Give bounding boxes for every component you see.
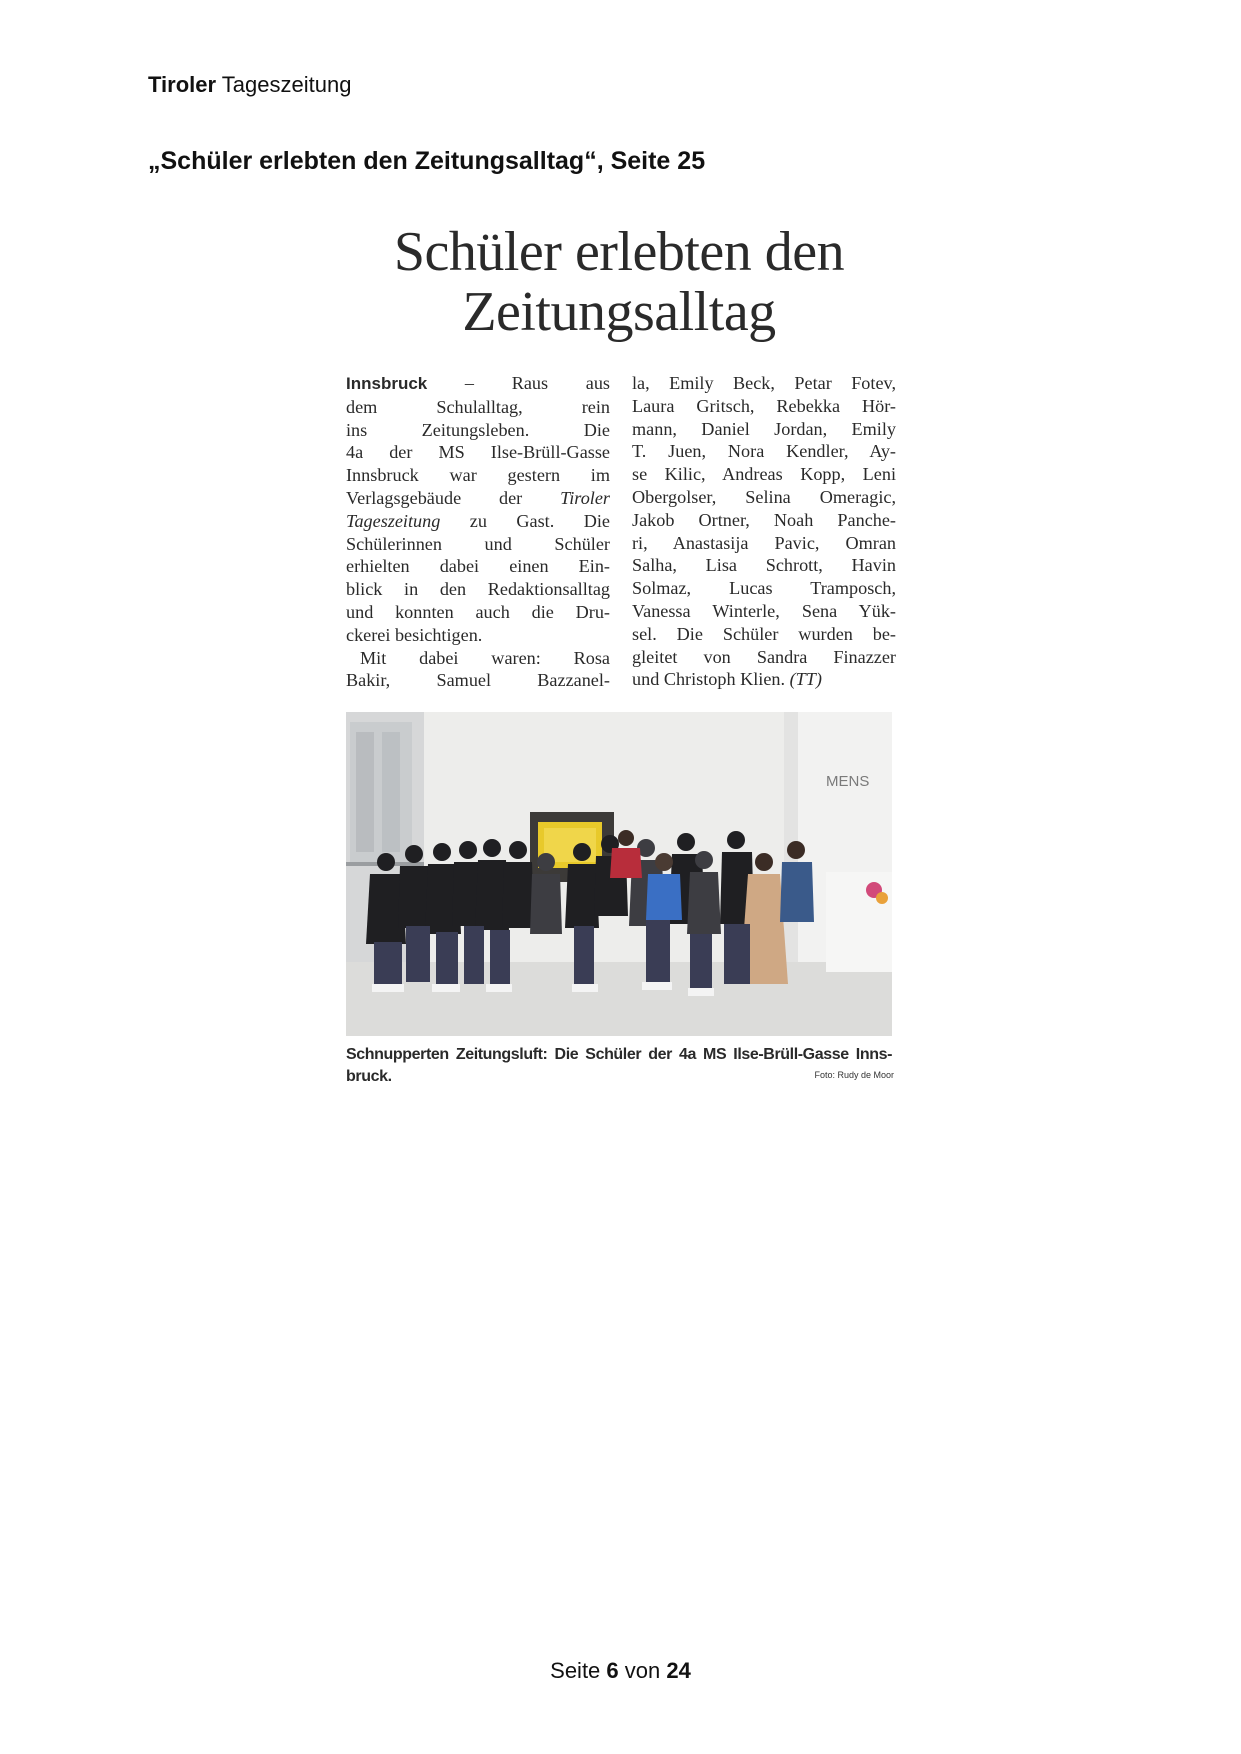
body-line: ri, Anastasija Pavic, Omran (632, 532, 896, 553)
body-line: ckerei besichtigen. (346, 624, 483, 645)
footer-prefix: Seite (550, 1658, 607, 1683)
current-page-number: 6 (606, 1658, 619, 1683)
total-pages: 24 (666, 1658, 691, 1683)
article-column-left (346, 372, 610, 692)
headline-line-2: Zeitungsalltag (462, 281, 776, 343)
body-line: gleitet von Sandra Finazzer (632, 646, 896, 667)
body-line: Solmaz, Lucas Tramposch, (632, 578, 896, 599)
body-line: Bakir, Samuel Bazzanel- (346, 670, 610, 691)
body-line: und konnten auch die Dru- (346, 601, 610, 622)
body-line: Mit dabei waren: Rosa (360, 647, 610, 668)
body-line: Vanessa Winterle, Sena Yük- (632, 600, 896, 621)
newspaper-name-italic: Tiroler (560, 487, 610, 508)
group-photo (346, 712, 892, 1036)
body-line: Salha, Lisa Schrott, Havin (632, 555, 896, 576)
photo-caption (346, 1044, 892, 1088)
body-line: Jakob Ortner, Noah Panche- (632, 509, 896, 530)
author-abbrev: (TT) (789, 669, 822, 690)
body-line: zu Gast. Die (440, 510, 610, 531)
page-footer (0, 1658, 1241, 1684)
body-line: Laura Gritsch, Rebekka Hör- (632, 395, 896, 416)
body-line: Verlagsgebäude der (346, 487, 561, 508)
body-line: sel. Die Schüler wurden be- (632, 623, 896, 644)
body-line: Obergolser, Selina Omeragic, (632, 486, 896, 507)
body-line: dem Schulalltag, rein (346, 396, 610, 417)
photo-credit: Foto: Rudy de Moor (814, 1070, 894, 1080)
body-line: Schülerinnen und Schüler (346, 533, 610, 554)
body-line: und Christoph Klien. (632, 669, 790, 690)
dateline-place: Innsbruck (346, 374, 428, 393)
body-line: se Kilic, Andreas Kopp, Leni (632, 464, 896, 485)
body-line: blick in den Redaktionsalltag (346, 579, 610, 600)
body-line: 4a der MS Ilse-Brüll-Gasse (346, 442, 610, 463)
publication-name-rest: Tageszeitung (216, 72, 352, 97)
newspaper-name-italic: Tageszeitung (346, 510, 441, 531)
caption-line: Schnupperten Zeitungsluft: Die Schüler der 4a MS Ilse-Brüll-Gasse Inns- (346, 1046, 892, 1063)
clipping-title: „Schüler erlebten den Zeitungsalltag“, Seite 25 (148, 147, 706, 175)
publication-header (148, 72, 351, 98)
group-photo-illustration (346, 712, 892, 1036)
publication-name-bold: Tiroler (148, 72, 217, 97)
footer-middle: von (618, 1658, 667, 1683)
body-line: erhielten dabei einen Ein- (346, 556, 610, 577)
body-line: T. Juen, Nora Kendler, Ay- (632, 441, 896, 462)
body-line: ins Zeitungsleben. Die (346, 419, 610, 440)
body-line: la, Emily Beck, Petar Fotev, (632, 373, 896, 393)
body-line: – Raus aus (427, 373, 610, 393)
photo-sign-text: MENS (826, 773, 870, 790)
body-line: Innsbruck war gestern im (346, 465, 610, 486)
headline-line-1: Schüler erlebten den (393, 221, 845, 283)
newspaper-clipping (344, 221, 896, 1085)
article-headline (344, 222, 894, 342)
body-line: mann, Daniel Jordan, Emily (632, 418, 896, 439)
article-column-right (632, 372, 896, 691)
caption-line: bruck. (346, 1068, 392, 1085)
